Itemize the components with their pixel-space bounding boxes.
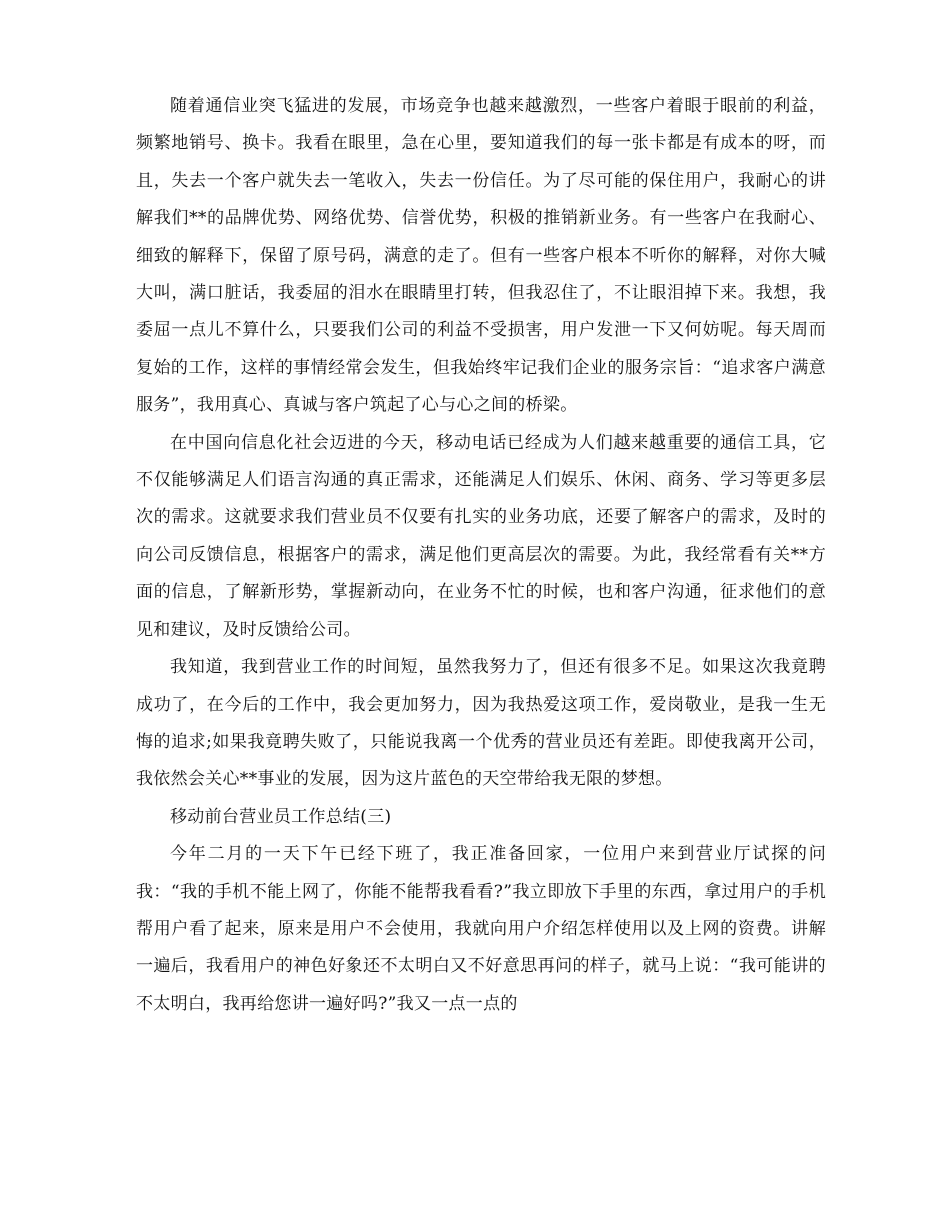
paragraph-user-story: 今年二月的一天下午已经下班了，我正准备回家，一位用户来到营业厅试探的问我：“我的手机不能上网了，你能不能帮我看看?”我立即放下手里的东西，拿过用户的手机帮用户看了起来，原来是用户不会使用，我就向用户介绍怎样使用以及上网的资费。讲解一遍后，我看用户的神色好象还不太明白又不好意思再问的样子，就马上说：“我可能讲的不太明白，我再给您讲一遍好吗?”我又一点一点的 xyxy=(136,844,826,1014)
paragraph-customer-retention: 随着通信业突飞猛进的发展，市场竞争也越来越激烈，一些客户着眼于眼前的利益，频繁地销号、换卡。我看在眼里，急在心里，要知道我们的每一张卡都是有成本的呀，而且，失去一个客户就失去一笔收入，失去一份信任。为了尽可能的保住用户，我耐心的讲解我们**的品牌优势、网络优势、信誉优势，积极的推销新业务。有一些客户在我耐心、细致的解释下，保留了原号码，满意的走了。但有一些客户根本不听你的解释，对你大喊大叫，满口脏话，我委屈的泪水在眼睛里打转，但我忍住了，不让眼泪掉下来。我想，我委屈一点儿不算什么，只要我们公司的利益不受损害，用户发泄一下又何妨呢。每天周而复始的工作，这样的事情经常会发生，但我始终牢记我们企业的服务宗旨：“追求客户满意服务”，我用真心、真诚与客户筑起了心与心之间的桥梁。 xyxy=(136,96,826,416)
section-title: 移动前台营业员工作总结(三) xyxy=(170,806,392,827)
paragraph-information-society: 在中国向信息化社会迈进的今天，移动电话已经成为人们越来越重要的通信工具，它不仅能够满足人们语言沟通的真正需求，还能满足人们娱乐、休闲、商务、学习等更多层次的需求。这就要求我们营业员不仅要有扎实的业务功底，还要了解客户的需求，及时的向公司反馈信息，根据客户的需求，满足他们更高层次的需要。为此，我经常看有关**方面的信息，了解新形势，掌握新动向，在业务不忙的时候，也和客户沟通，征求他们的意见和建议，及时反馈给公司。 xyxy=(136,432,826,640)
document-body xyxy=(136,88,826,1023)
paragraph-competition-outlook: 我知道，我到营业工作的时间短，虽然我努力了，但还有很多不足。如果这次我竟聘成功了，在今后的工作中，我会更加努力，因为我热爱这项工作，爱岗敬业，是我一生无悔的追求;如果我竟聘失败了，只能说我离一个优秀的营业员还有差距。即使我离开公司，我依然会关心**事业的发展，因为这片蓝色的天空带给我无限的梦想。 xyxy=(136,657,826,790)
